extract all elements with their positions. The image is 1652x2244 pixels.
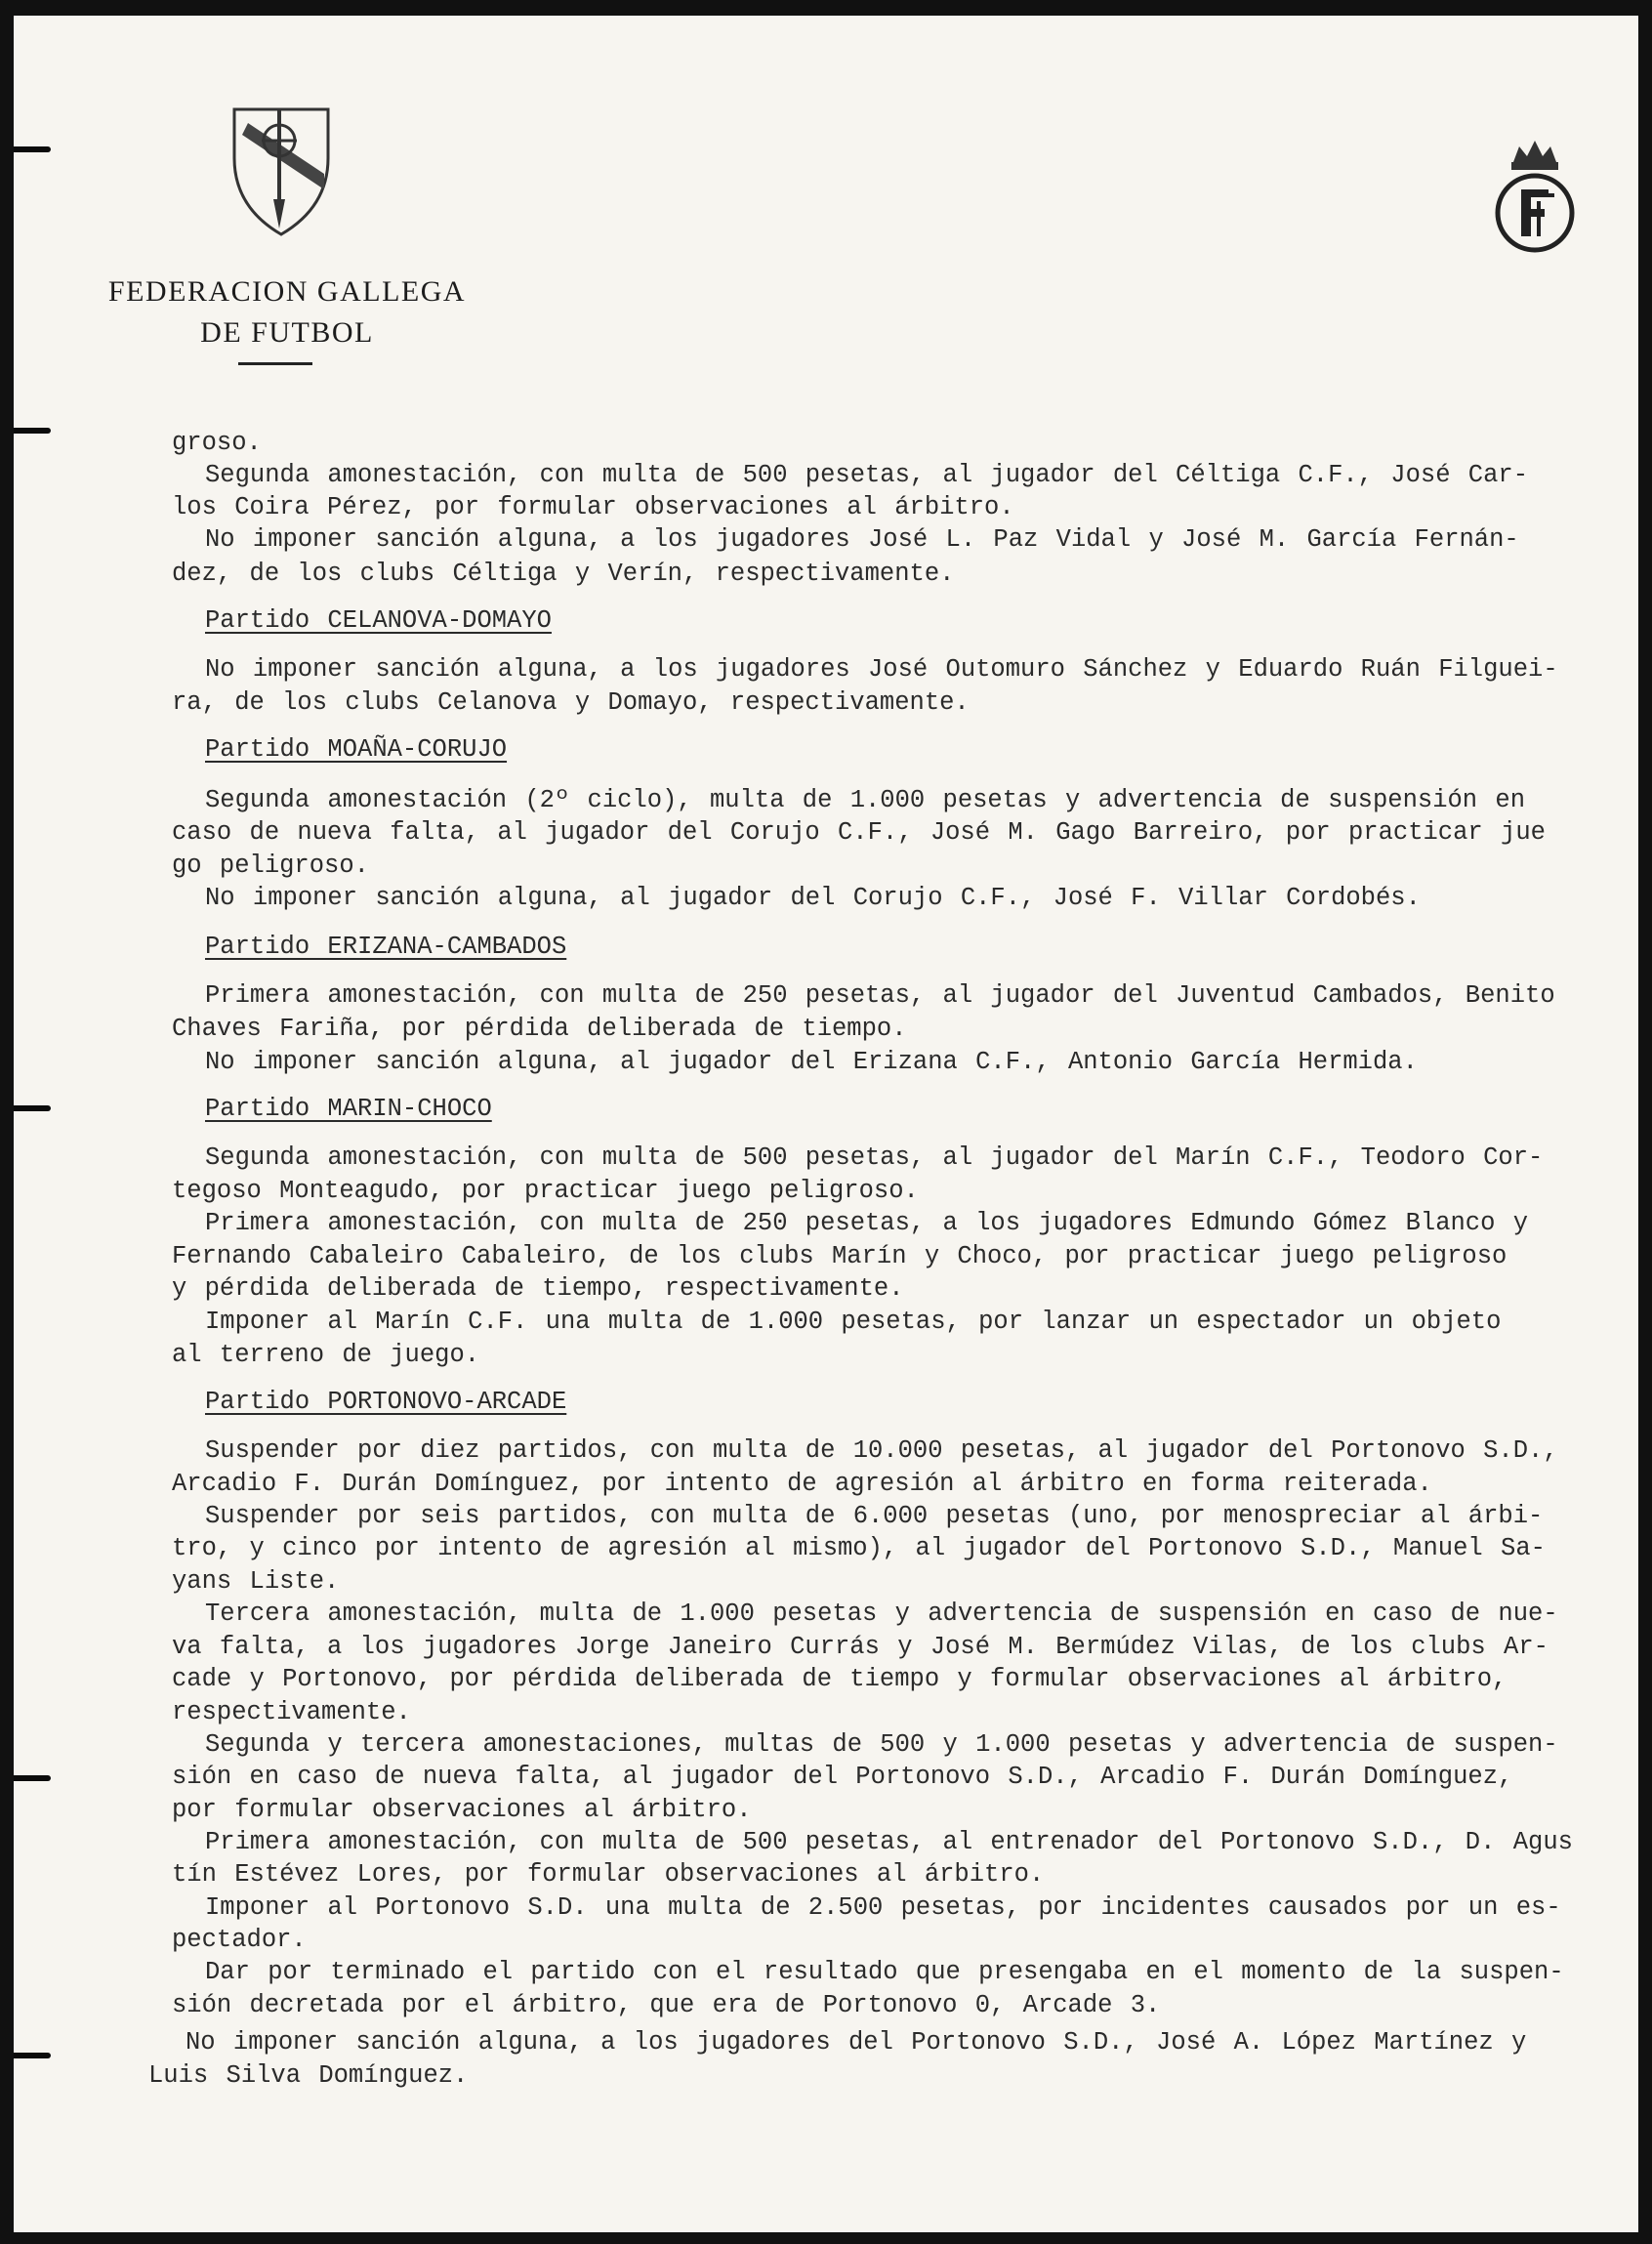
text-line: dez, de los clubs Céltiga y Verín, respectivamente. <box>172 560 955 588</box>
section-heading: Partido CELANOVA-DOMAYO <box>205 606 552 635</box>
text-line: yans Liste. <box>172 1567 340 1596</box>
text-line: Tercera amonestación, multa de 1.000 pesetas y advertencia de suspensión en caso de nue- <box>205 1600 1558 1628</box>
text-line: Imponer al Marín C.F. una multa de 1.000 pesetas, por lanzar un espectador un objeto <box>205 1308 1502 1336</box>
text-line: al terreno de juego. <box>172 1341 480 1369</box>
text-line: Segunda amonestación (2º ciclo), multa de 1.000 pesetas y advertencia de suspensión en <box>205 786 1526 814</box>
section-heading: Partido MARIN-CHOCO <box>205 1095 492 1123</box>
text-line: Imponer al Portonovo S.D. una multa de 2.500 pesetas, por incidentes causados por un es- <box>205 1893 1561 1922</box>
text-line: No imponer sanción alguna, al jugador del Corujo C.F., José F. Villar Cordobés. <box>205 884 1421 912</box>
text-line: groso. <box>172 429 262 457</box>
document-body <box>14 16 1638 2232</box>
text-line: go peligroso. <box>172 852 369 880</box>
text-line: Segunda amonestación, con multa de 500 pesetas, al jugador del Céltiga C.F., José Car- <box>205 461 1529 489</box>
text-line: No imponer sanción alguna, a los jugadores José L. Paz Vidal y José M. García Fernán- <box>205 525 1519 554</box>
text-line: Arcadio F. Durán Domínguez, por intento de agresión al árbitro en forma reiterada. <box>172 1470 1432 1498</box>
text-line: sión decretada por el árbitro, que era de Portonovo 0, Arcade 3. <box>172 1991 1161 2019</box>
text-line: ra, de los clubs Celanova y Domayo, respectivamente. <box>172 688 970 717</box>
text-line: Segunda y tercera amonestaciones, multas de 500 y 1.000 pesetas y advertencia de suspen- <box>205 1730 1558 1759</box>
text-line: No imponer sanción alguna, a los jugadores José Outomuro Sánchez y Eduardo Ruán Filguei- <box>205 655 1558 684</box>
section-heading: Partido MOAÑA-CORUJO <box>205 735 508 764</box>
text-line: por formular observaciones al árbitro. <box>172 1796 752 1824</box>
text-line: Fernando Cabaleiro Cabaleiro, de los clubs Marín y Choco, por practicar juego peligroso <box>172 1242 1507 1270</box>
text-line: Luis Silva Domínguez. <box>148 2061 469 2090</box>
section-heading: Partido ERIZANA-CAMBADOS <box>205 933 567 961</box>
text-line: caso de nueva falta, al jugador del Corujo C.F., José M. Gago Barreiro, por practicar jue <box>172 818 1546 847</box>
text-line: va falta, a los jugadores Jorge Janeiro Currás y José M. Bermúdez Vilas, de los clubs Ar- <box>172 1633 1549 1661</box>
text-line: Chaves Fariña, por pérdida deliberada de tiempo. <box>172 1015 907 1043</box>
text-line: Primera amonestación, con multa de 250 pesetas, a los jugadores Edmundo Gómez Blanco y <box>205 1209 1529 1237</box>
text-line: tín Estévez Lores, por formular observaciones al árbitro. <box>172 1860 1045 1889</box>
text-line: No imponer sanción alguna, a los jugadores del Portonovo S.D., José A. López Martínez y <box>186 2028 1527 2057</box>
section-heading: Partido PORTONOVO-ARCADE <box>205 1388 567 1416</box>
text-line: Primera amonestación, con multa de 500 pesetas, al entrenador del Portonovo S.D., D. Agus <box>205 1828 1573 1856</box>
text-line: respectivamente. <box>172 1698 411 1726</box>
text-line: tegoso Monteagudo, por practicar juego peligroso. <box>172 1177 919 1205</box>
document-page <box>14 16 1638 2232</box>
text-line: tro, y cinco por intento de agresión al mismo), al jugador del Portonovo S.D., Manuel Sa- <box>172 1534 1546 1562</box>
text-line: No imponer sanción alguna, al jugador del Erizana C.F., Antonio García Hermida. <box>205 1048 1418 1076</box>
letterhead-line-1: FEDERACION GALLEGA <box>107 275 467 308</box>
text-line: Segunda amonestación, con multa de 500 pesetas, al jugador del Marín C.F., Teodoro Cor- <box>205 1143 1544 1172</box>
text-line: los Coira Pérez, por formular observaciones al árbitro. <box>172 493 1014 521</box>
text-line: Suspender por diez partidos, con multa de 10.000 pesetas, al jugador del Portonovo S.D., <box>205 1436 1558 1465</box>
text-line: y pérdida deliberada de tiempo, respectivamente. <box>172 1274 904 1303</box>
text-line: cade y Portonovo, por pérdida deliberada de tiempo y formular observaciones al árbitro, <box>172 1665 1507 1693</box>
text-line: Primera amonestación, con multa de 250 pesetas, al jugador del Juventud Cambados, Benito <box>205 981 1555 1010</box>
text-line: sión en caso de nueva falta, al jugador del Portonovo S.D., Arcadio F. Durán Domínguez, <box>172 1763 1513 1791</box>
text-line: pectador. <box>172 1926 307 1954</box>
text-line: Dar por terminado el partido con el resultado que presengaba en el momento de la suspen- <box>205 1958 1564 1986</box>
text-line: Suspender por seis partidos, con multa de 6.000 pesetas (uno, por menospreciar al árbi- <box>205 1502 1544 1530</box>
letterhead-line-2: DE FUTBOL <box>200 316 374 349</box>
